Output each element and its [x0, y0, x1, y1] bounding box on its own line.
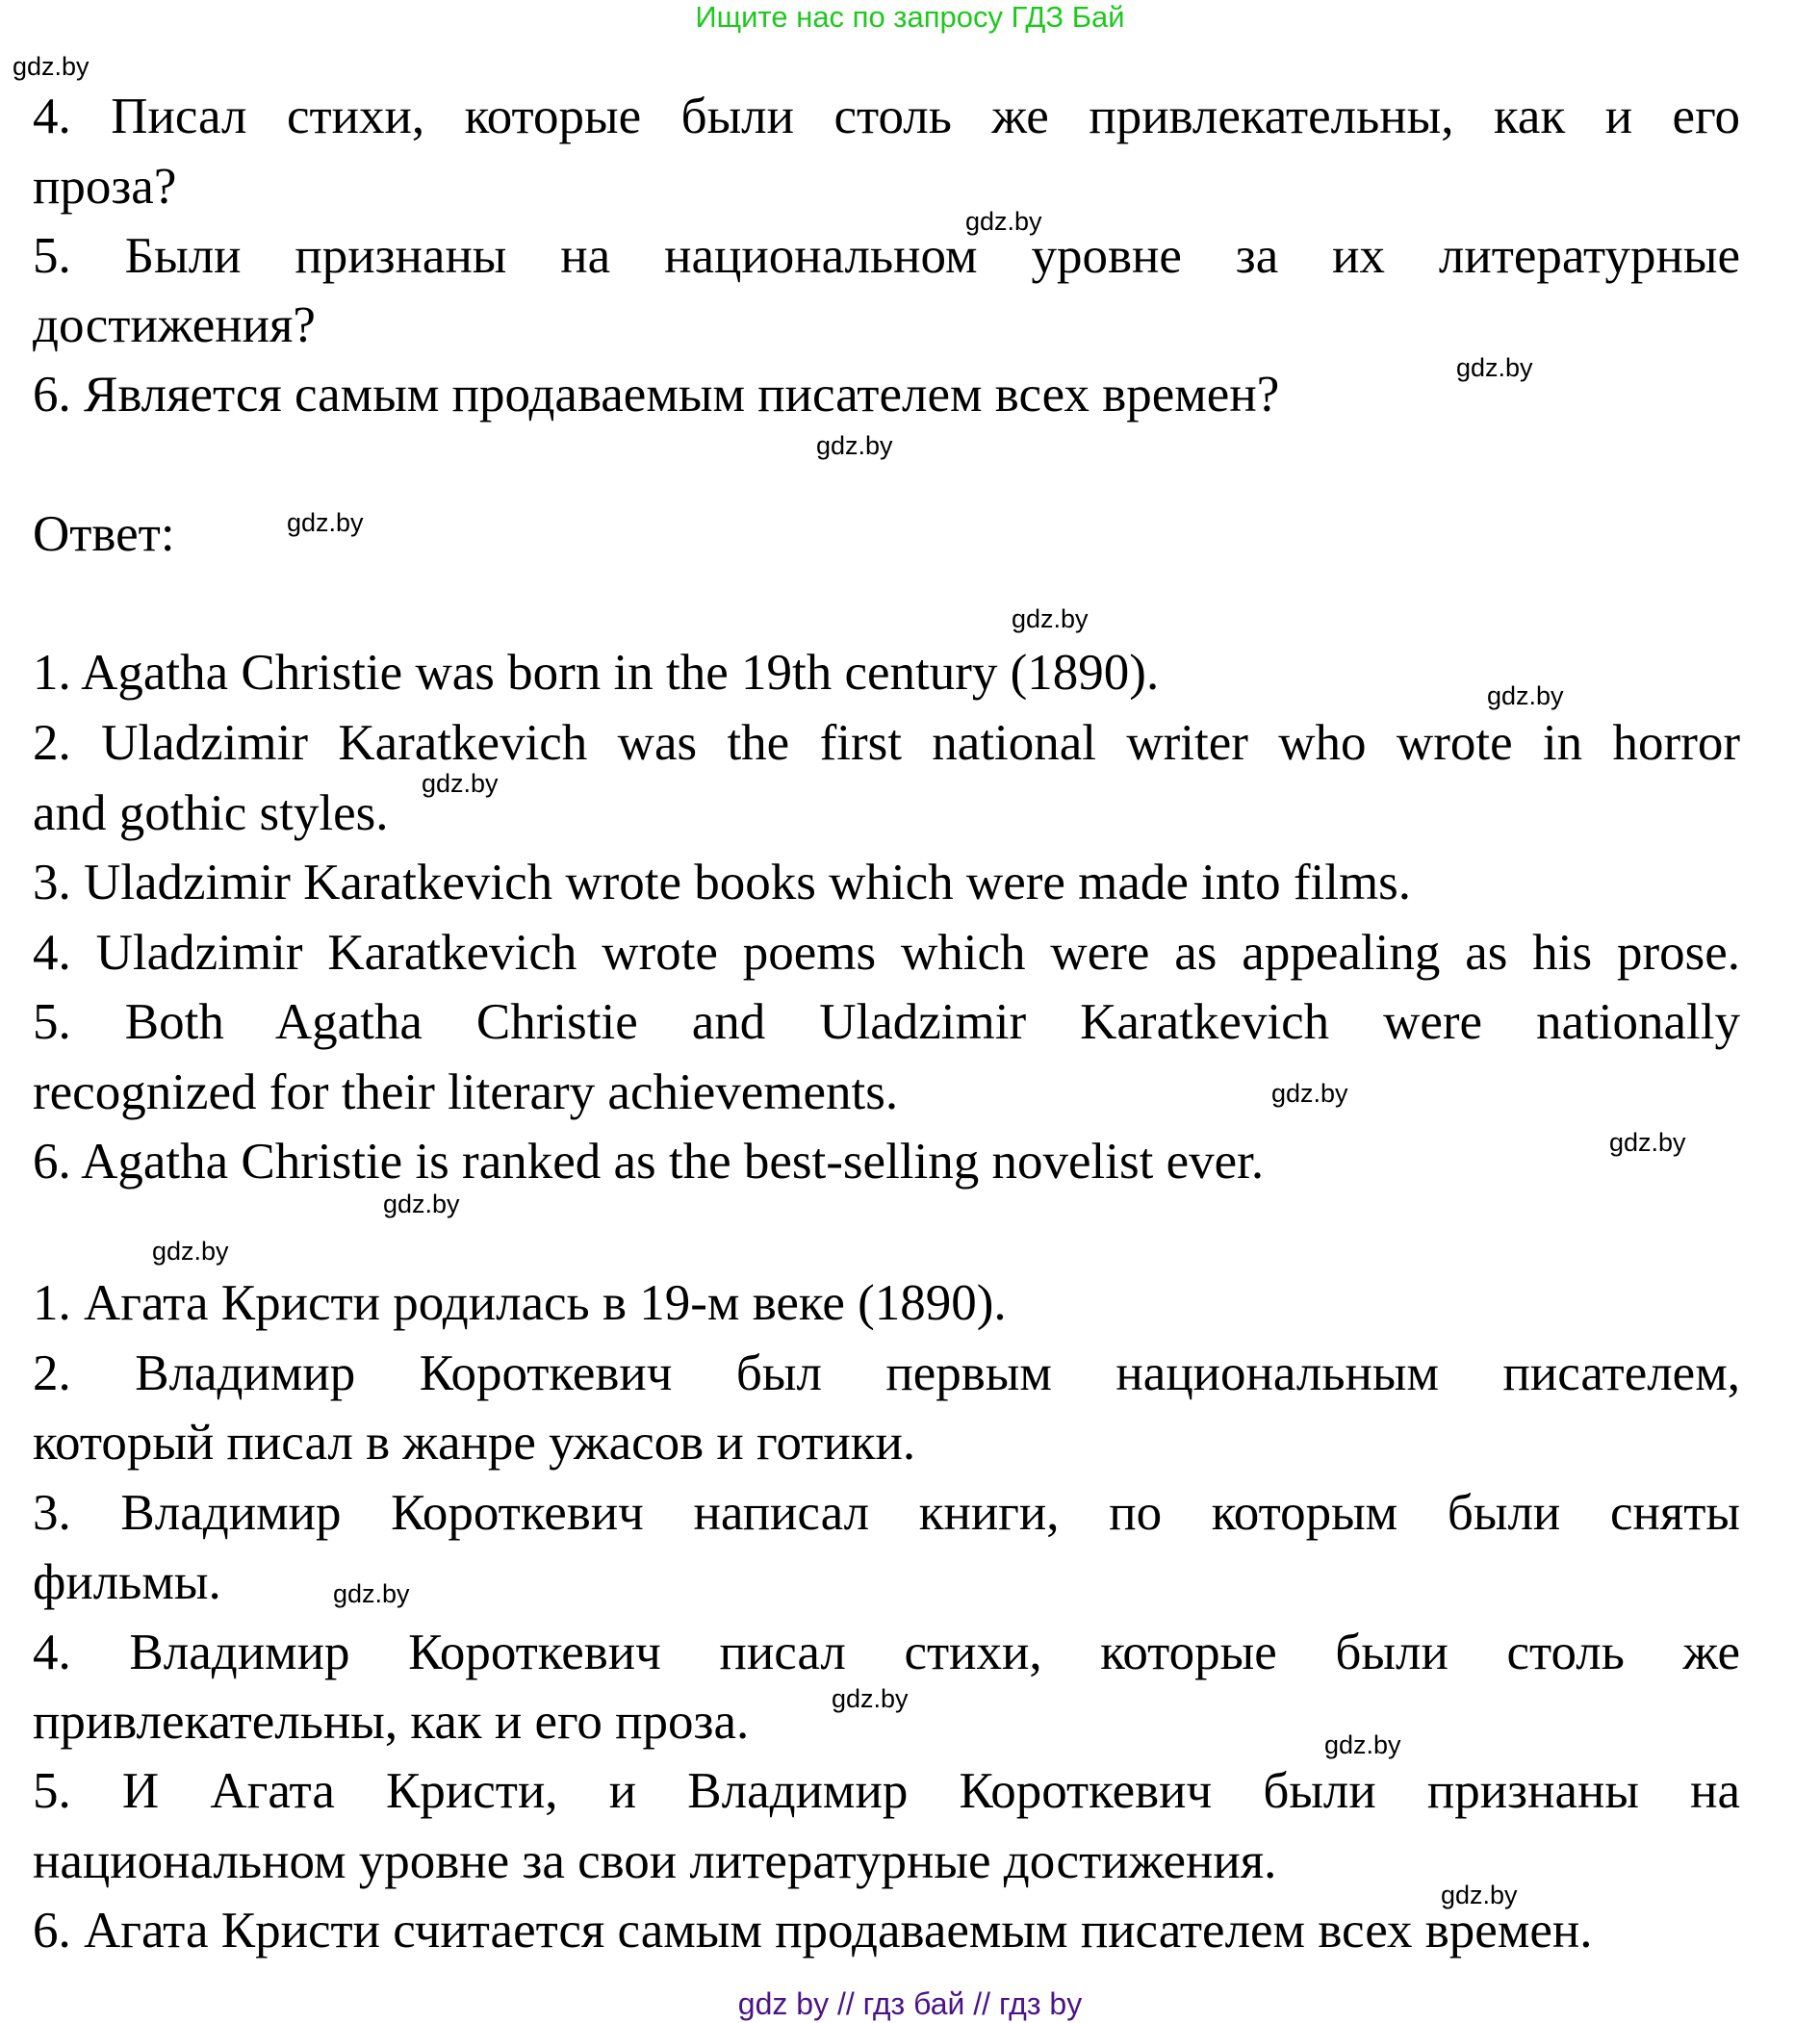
english-answer-line: 6. Agatha Christie is ranked as the best-selling novelist ever. — [33, 1134, 1265, 1190]
watermark: gdz.by — [816, 431, 893, 460]
question-line: 6. Является самым продаваемым писателем всех времен? — [33, 367, 1280, 423]
watermark: gdz.by — [1441, 1881, 1518, 1909]
english-answer-line: recognized for their literary achievements. — [33, 1064, 899, 1120]
russian-answer-line: 1. Агата Кристи родилась в 19-м веке (1890). — [33, 1275, 1007, 1331]
russian-answer-line: 2. Владимир Короткевич был первым национальным писателем, — [33, 1345, 1740, 1401]
russian-answer-line: привлекательны, как и его проза. — [33, 1694, 750, 1750]
watermark: gdz.by — [1487, 681, 1564, 710]
watermark: gdz.by — [1456, 353, 1533, 382]
russian-answer-line: 5. И Агата Кристи, и Владимир Короткевич были признаны на — [33, 1763, 1740, 1819]
watermark: gdz.by — [1271, 1079, 1348, 1108]
watermark: gdz.by — [1012, 604, 1089, 633]
watermark: gdz.by — [832, 1684, 909, 1713]
english-answer-line: 2. Uladzimir Karatkevich was the first national writer who wrote in horror — [33, 715, 1740, 771]
watermark: gdz.by — [333, 1579, 410, 1608]
footer-links: gdz by // гдз бай // гдз by — [737, 1986, 1083, 2021]
question-line: проза? — [33, 159, 177, 215]
russian-answer-line: 4. Владимир Короткевич писал стихи, которые были столь же — [33, 1625, 1740, 1680]
russian-answer-line: который писал в жанре ужасов и готики. — [33, 1415, 916, 1471]
watermark: gdz.by — [965, 207, 1042, 236]
watermark: gdz.by — [1324, 1730, 1401, 1759]
question-line: 5. Были признаны на национальном уровне за их литературные — [33, 228, 1740, 284]
english-answer-line: 4. Uladzimir Karatkevich wrote poems which were as appealing as his prose. — [33, 925, 1740, 981]
russian-answer-line: национальном уровне за свои литературные достижения. — [33, 1833, 1277, 1889]
english-answer-line: 1. Agatha Christie was born in the 19th century (1890). — [33, 645, 1160, 701]
question-line: достижения? — [33, 297, 316, 353]
russian-answer-line: 6. Агата Кристи считается самым продаваемым писателем всех времен. — [33, 1903, 1593, 1959]
search-hint-banner: Ищите нас по запросу ГДЗ Бай — [695, 0, 1125, 34]
english-answer-line: 5. Both Agatha Christie and Uladzimir Karatkevich were nationally — [33, 994, 1740, 1050]
watermark: gdz.by — [287, 508, 364, 537]
russian-answer-line: фильмы. — [33, 1554, 221, 1610]
question-line: 4. Писал стихи, которые были столь же привлекательны, как и его — [33, 89, 1740, 144]
answer-label: Ответ: — [33, 506, 175, 562]
english-answer-line: and gothic styles. — [33, 785, 389, 841]
watermark: gdz.by — [1609, 1128, 1686, 1157]
russian-answer-line: 3. Владимир Короткевич написал книги, по которым были сняты — [33, 1485, 1740, 1541]
english-answer-line: 3. Uladzimir Karatkevich wrote books which were made into films. — [33, 855, 1412, 910]
watermark: gdz.by — [13, 52, 90, 81]
watermark: gdz.by — [152, 1237, 229, 1266]
watermark: gdz.by — [383, 1190, 460, 1218]
watermark: gdz.by — [422, 769, 499, 798]
